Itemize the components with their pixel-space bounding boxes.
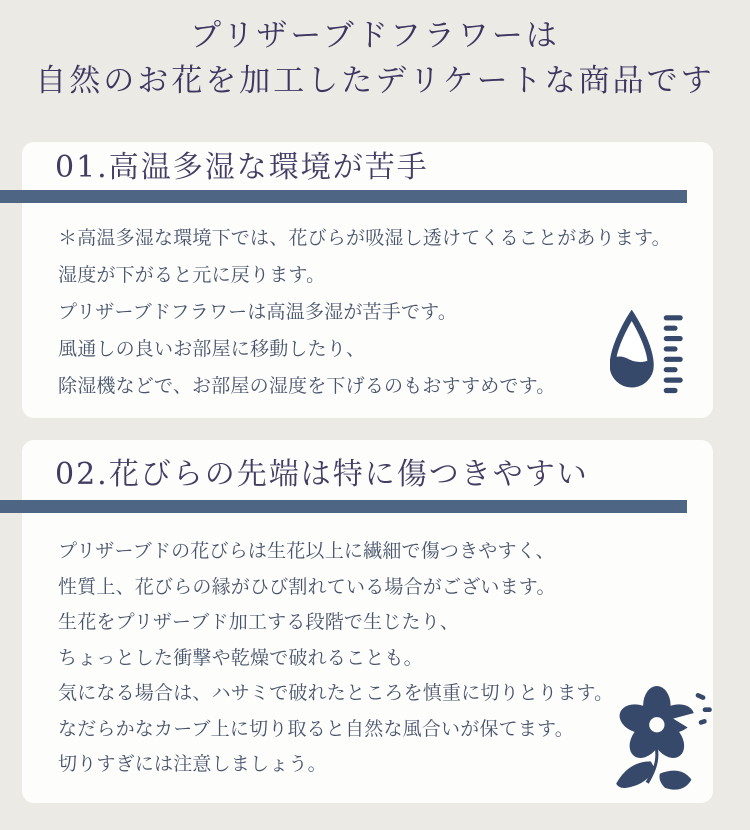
body-line: 生花をプリザーブド加工する段階で生じたり、: [58, 611, 460, 633]
body-line: 性質上、花びらの縁がひび割れている場合がございます。: [58, 575, 556, 598]
humidity-drop-icon: [610, 310, 688, 400]
body-line: プリザーブドの花びらは生花以上に繊細で傷つきやすく、: [58, 540, 555, 562]
body-line: 切りすぎには注意しましょう。: [58, 753, 327, 775]
section-01-heading: 01.高温多湿な環境が苦手: [55, 150, 429, 185]
body-line: 除湿機などで、お部屋の湿度を下げるのもおすすめです。: [58, 375, 556, 397]
accent-bar: [0, 500, 687, 513]
body-line: 気になる場合は、ハサミで破れたところを慎重に切りとります。: [58, 682, 614, 704]
section-02-heading: 02.花びらの先端は特に傷つきやすい: [55, 457, 589, 492]
accent-bar: [0, 190, 687, 203]
page-title-line1: プリザーブドフラワーは: [190, 18, 560, 54]
page-title-line2: 自然のお花を加工したデリケートな商品です: [35, 63, 715, 99]
card-humidity: [22, 142, 713, 418]
body-line: ＊高温多湿な環境下では、花びらが吸湿し透けてくることがあります。: [58, 227, 671, 249]
page-title: [0, 14, 750, 104]
body-line: 湿度が下がると元に戻ります。: [58, 264, 326, 286]
body-line: なだらかなカーブ上に切り取ると自然な風合いが保てます。: [58, 717, 574, 740]
section-02-body: [58, 534, 673, 783]
body-line: プリザーブドフラワーは高温多湿が苦手です。: [58, 301, 458, 323]
section-01-body: [58, 220, 673, 405]
card-petal-tips: [22, 440, 713, 803]
body-line: 風通しの良いお部屋に移動したり、: [58, 338, 366, 360]
flower-cut-icon: [614, 684, 716, 798]
body-line: ちょっとした衝撃や乾燥で破れることも。: [58, 646, 423, 669]
